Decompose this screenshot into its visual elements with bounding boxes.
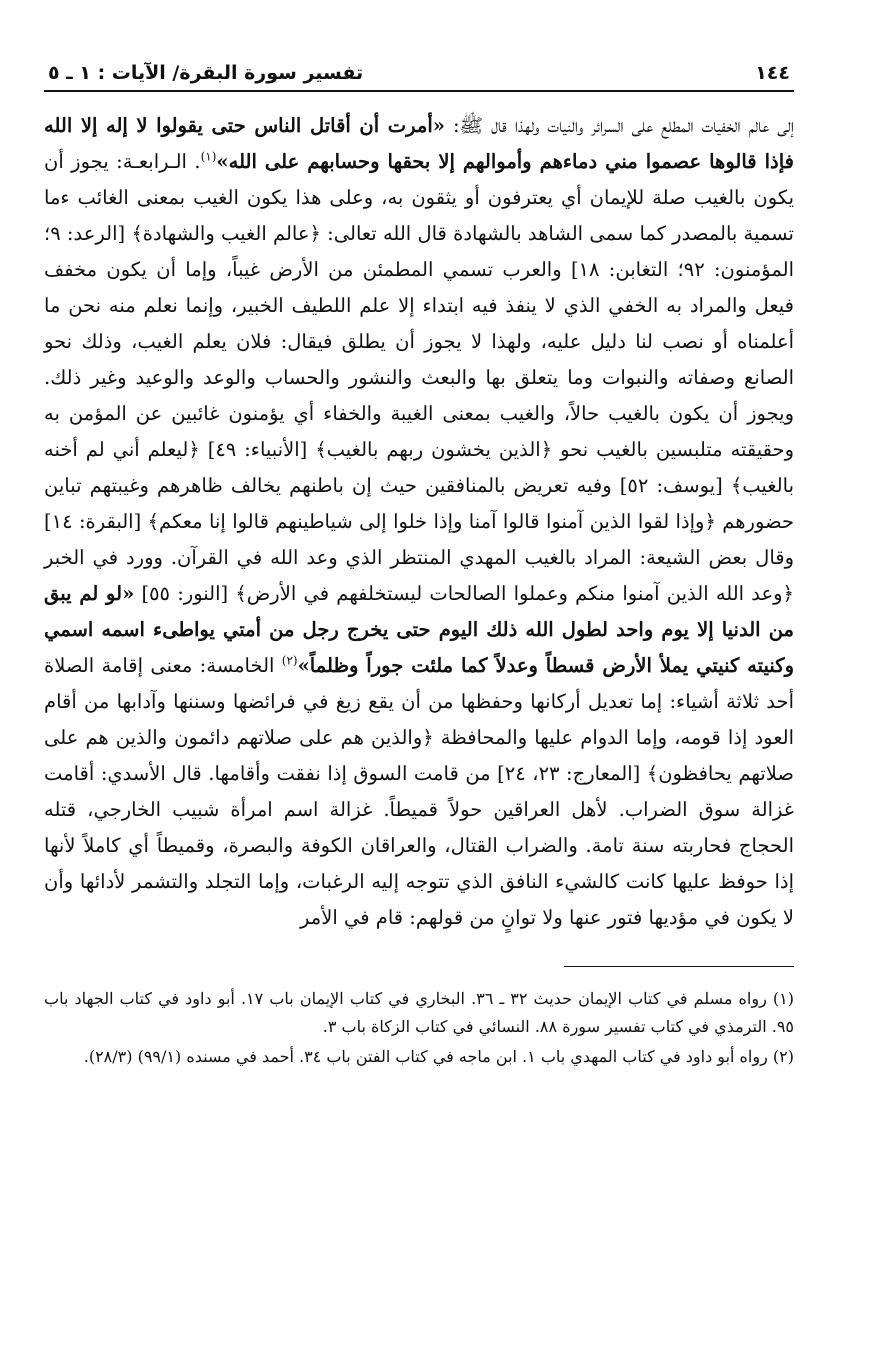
footnote-marker-1: (١)	[200, 149, 217, 164]
running-title: تفسير سورة البقرة/ الآيات : ١ ـ ٥	[48, 62, 364, 84]
main-text	[44, 108, 794, 936]
book-page	[44, 62, 794, 1073]
footnote-2: (٢) رواه أبو داود في كتاب المهدي باب ١. ابن ماجه في كتاب الفتن باب ٣٤. أحمد في مسنده (٩٩/١) (٢٨/٣).	[83, 1047, 794, 1066]
text-run: إلى عالم الخفيات المطلع على السرائر والنيات ولهذا قال ﷺ:	[444, 114, 794, 137]
body-paragraph	[44, 108, 794, 936]
hadith-quote-2: «لو لم يبق من الدنيا إلا يوم واحد لطول الله ذلك اليوم حتى يخرج رجل من أمتي يواطىء اسمه اسمي وكنيته كنيتي يملأ الأرض قسطاً وعدلاً كما ملئت جوراً وظلماً»	[44, 582, 794, 677]
footnotes	[44, 985, 794, 1071]
text-run: الخامسة: معنى إقامة الصلاة أحد ثلاثة أشياء: إما تعديل أركانها وحفظها من أن يقع زيغ في فرائضها وسننها وآدابها من أقام العود إذا قومه، وإما الدوام عليها والمحافظة ﴿والذين هم على صلاتهم دائمون والذين هم على صلاتهم يحافظون﴾ [المعارج: ٢٣، ٢٤] من قامت السوق إذا نفقت وأقامها. قال الأسدي: أقامت غزالة سوق الضراب. لأهل العراقين حولاً قميطاً. غزالة اسم امرأة شبيب الخارجي، قتله الحجاج فحاربته سنة تامة. والضراب القتال، والعراقان الكوفة والبصرة، وقميطاً أي كاملاً لأنها إذا حوفظ عليها كانت كالشيء النافق الذي تتوجه إليه الرغبات، وإما التجلد والتشمر لأدائها وأن لا يكون في مؤديها فتور عنها ولا توانٍ من قولهم: قام في الأمر	[44, 654, 794, 929]
footnote-marker-2: (٢)	[281, 653, 298, 668]
page-number: ١٤٤	[755, 62, 790, 84]
footnote-separator	[564, 966, 794, 967]
running-header	[44, 62, 794, 92]
text-run: . الـرابعـة: يجوز أن يكون بالغيب صلة للإيمان أي يعترفون أو يثقون به، وعلى هذا يكون الغيب بمعنى الغائب ءما تسمية بالمصدر كما سمى الشاهد بالشهادة قال الله تعالى: ﴿عالم الغيب والشهادة﴾ [الرعد: ٩؛ المؤمنون: ٩٢؛ التغابن: ١٨] والعرب تسمي المطمئن من الأرض غيباً، وإما أن يكون مخفف فيعل والمراد به الخفي الذي لا ينفذ فيه ابتداء إلا علم اللطيف الخبير، وإنما نعلم منه نحن ما أعلمناه أو نصب لنا دليل عليه، ولهذا لا يجوز أن يطلق فيقال: فلان يعلم الغيب، وذلك نحو الصانع وصفاته والنبوات وما يتعلق بها والبعث والنشور والحساب والوعد والوعيد وغير ذلك. ويجوز أن يكون بالغيب حالاً، والغيب بمعنى الغيبة والخفاء أي يؤمنون غائبين عن المؤمن به وحقيقته متلبسين بالغيب نحو ﴿الذين يخشون ربهم بالغيب﴾ [الأنبياء: ٤٩] ﴿ليعلم أني لم أخنه بالغيب﴾ [يوسف: ٥٢] وفيه تعريض بالمنافقين حيث إن باطنهم يخالف ظاهرهم وغيبتهم تباين حضورهم ﴿وإذا لقوا الذين آمنوا قالوا آمنا وإذا خلوا إلى شياطينهم قالوا إنا معكم﴾ [البقرة: ١٤] وقال بعض الشيعة: المراد بالغيب المهدي المنتظر الذي وعد الله في القرآن. وورد في الخبر ﴿وعد الله الذين آمنوا منكم وعملوا الصالحات ليستخلفهم في الأرض﴾ [النور: ٥٥]	[44, 150, 794, 605]
hadith-quote: «أمرت أن أقاتل الناس حتى يقولوا لا إله إلا الله فإذا قالوها عصموا مني دماءهم وأموالهم إلا بحقها وحسابهم على الله»	[44, 114, 795, 173]
footnote-1: (١) رواه مسلم في كتاب الإيمان حديث ٣٢ ـ ٣٦. البخاري في كتاب الإيمان باب ١٧. أبو داود في كتاب الجهاد باب ٩٥. الترمذي في كتاب تفسير سورة ٨٨. النسائي في كتاب الزكاة باب ٣.	[44, 989, 795, 1036]
